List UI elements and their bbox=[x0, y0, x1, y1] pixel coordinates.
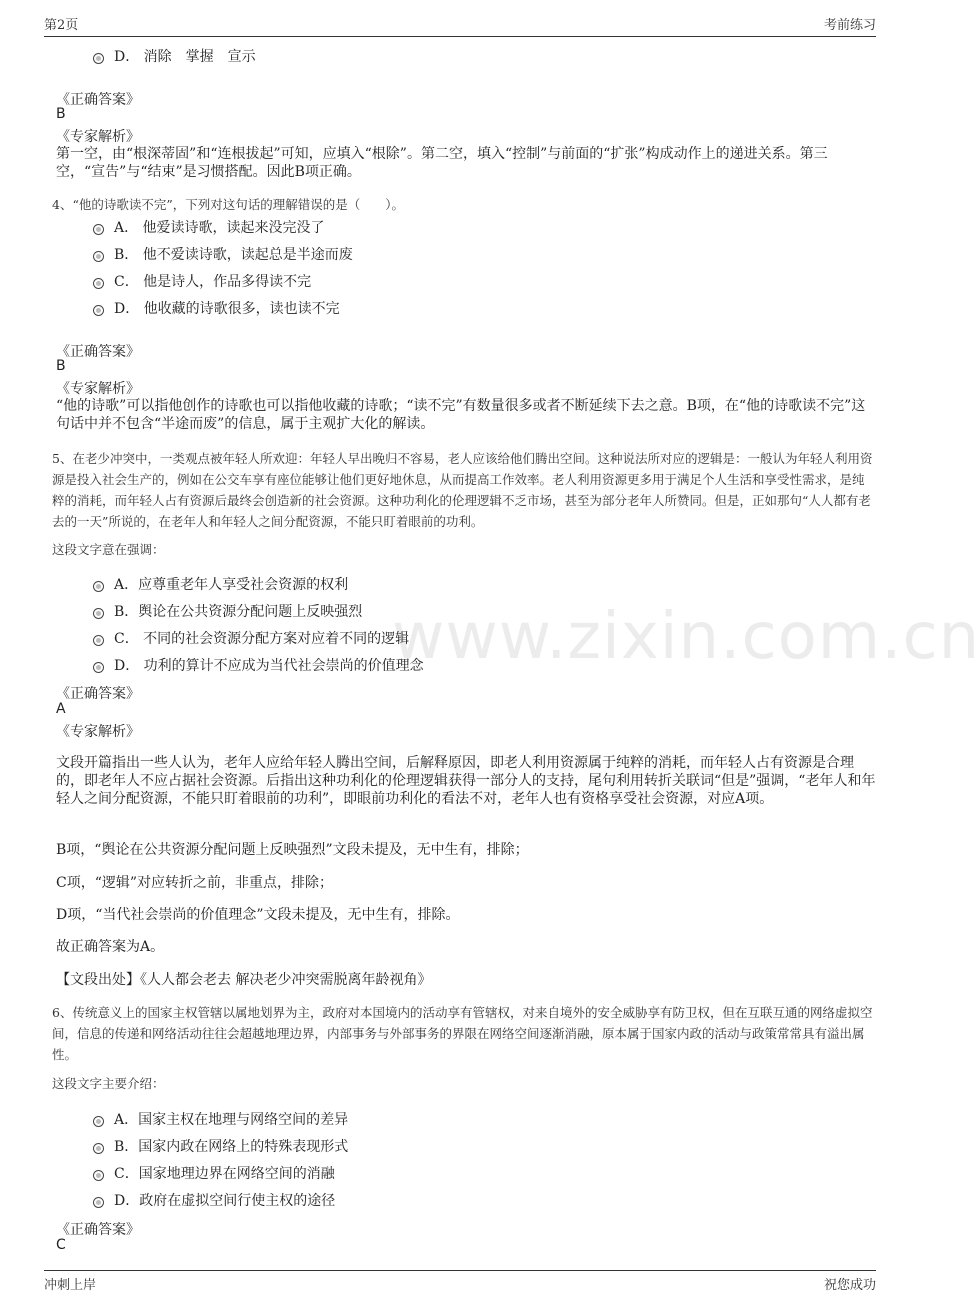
q5-source: 【文段出处】《人人都会老去 解决老少冲突需脱离年龄视角》 bbox=[56, 972, 432, 988]
q6-question: 6、传统意义上的国家主权管辖以属地划界为主，政府对本国境内的活动享有管辖权，对来自境外的安全威胁享有防卫权，但在互联互通的网络虚拟空间，信息的传递和网络活动往往会超越地理边界，内部事务与外部事务的界限在网络空间逐渐消融，原本属于国家内政的活动与政策常常具有溢出属性。 bbox=[52, 1005, 873, 1062]
radio-icon[interactable] bbox=[93, 635, 104, 646]
q5-answer: A bbox=[56, 701, 66, 717]
radio-icon[interactable] bbox=[93, 608, 104, 619]
q6-answer-label: 《正确答案》 bbox=[56, 1222, 140, 1238]
option-text: B． 他不爱读诗歌，读起总是半途而废 bbox=[114, 247, 353, 263]
option-text: D．政府在虚拟空间行使主权的途径 bbox=[114, 1193, 336, 1209]
radio-icon[interactable] bbox=[93, 581, 104, 592]
option-text: C．国家地理边界在网络空间的消融 bbox=[114, 1166, 335, 1182]
q6-answer: C bbox=[56, 1237, 66, 1253]
option-text: A． 他爱读诗歌，读起来没完没了 bbox=[114, 220, 325, 236]
q3-analysis: 第一空，由“根深蒂固”和“连根拔起”可知，应填入“根除”。第二空，填入“控制”与前面的“扩张”构成动作上的递进关系。第三空，“宣告”与“结束”是习惯搭配。因此B项正确。 bbox=[56, 146, 828, 180]
q5-analysis-para-1: 文段开篇指出一些人认为，老年人应给年轻人腾出空间，后解释原因，即老人利用资源属于纯粹的消耗，而年轻人占有资源是合理的，即老年人不应占据社会资源。后指出这种功利化的伦理逻辑获得一部分人的支持，尾句利用转折关联词“但是”强调，“老年人和年轻人之间分配资源，不能只盯着眼前的功利”，即眼前功利化的看法不对，老年人也有资格享受社会资源，对应A项。 bbox=[56, 755, 876, 807]
header-title: 考前练习 bbox=[823, 18, 876, 33]
option-text: C． 他是诗人，作品多得读不完 bbox=[114, 274, 312, 290]
q3-analysis-label: 《专家解析》 bbox=[56, 129, 140, 145]
q5-question: 5、在老少冲突中，一类观点被年轻人所欢迎：年轻人早出晚归不容易，老人应该给他们腾出空间。这种说法所对应的逻辑是：一般认为年轻人利用资源是投入社会生产的，例如在公交车享有座位能够让他们更好地休息，从而提高工作效率。老人利用资源更多用于满足个人生活和享受性需求，是纯粹的消耗，而年轻人占有资源后最终会创造新的社会资源。这种功利化的伦理逻辑不乏市场，甚至为部分老年人所赞同。但是，正如那句“人人都有老去的一天”所说的，在老年人和年轻人之间分配资源，不能只盯着眼前的功利。 bbox=[52, 451, 873, 529]
q5-analysis-label: 《专家解析》 bbox=[56, 724, 140, 740]
q4-answer-label: 《正确答案》 bbox=[56, 344, 140, 360]
option-text: D． 消除 掌握 宣示 bbox=[114, 49, 256, 65]
q4-option-d[interactable] bbox=[93, 298, 340, 318]
radio-icon[interactable] bbox=[93, 53, 104, 64]
radio-icon[interactable] bbox=[93, 1116, 104, 1127]
option-text: D． 他收藏的诗歌很多，读也读不完 bbox=[114, 301, 340, 317]
q6-option-c[interactable] bbox=[93, 1163, 335, 1183]
q4-analysis-label: 《专家解析》 bbox=[56, 381, 140, 397]
option-text: B．国家内政在网络上的特殊表现形式 bbox=[114, 1139, 349, 1155]
option-text: A．应尊重老年人享受社会资源的权利 bbox=[114, 577, 349, 593]
q5-option-c[interactable] bbox=[93, 628, 409, 648]
q5-analysis-para-5: 故正确答案为A。 bbox=[56, 939, 165, 955]
q5-prompt: 这段文字意在强调： bbox=[52, 542, 165, 557]
q4-question: 4、“他的诗歌读不完”，下列对这句话的理解错误的是（ ）。 bbox=[52, 197, 404, 212]
q3-answer-label: 《正确答案》 bbox=[56, 92, 140, 108]
radio-icon[interactable] bbox=[93, 1143, 104, 1154]
watermark: www.zixin.com.cn bbox=[392, 600, 980, 674]
q5-option-d[interactable] bbox=[93, 655, 424, 675]
option-text: D． 功利的算计不应成为当代社会崇尚的价值理念 bbox=[114, 658, 424, 674]
q5-analysis-para-4: D项，“当代社会崇尚的价值理念”文段未提及，无中生有，排除。 bbox=[56, 907, 460, 923]
footer-right: 祝您成功 bbox=[823, 1278, 876, 1293]
option-text: C． 不同的社会资源分配方案对应着不同的逻辑 bbox=[114, 631, 410, 647]
q5-analysis-para-3: C项，“逻辑”对应转折之前，非重点，排除； bbox=[56, 875, 334, 891]
q6-option-a[interactable] bbox=[93, 1109, 348, 1129]
radio-icon[interactable] bbox=[93, 224, 104, 235]
q4-answer: B bbox=[56, 358, 66, 374]
q3-option-d[interactable] bbox=[93, 46, 256, 66]
page-footer bbox=[44, 1270, 876, 1293]
q3-answer: B bbox=[56, 106, 66, 122]
q5-option-b[interactable] bbox=[93, 601, 362, 621]
q4-option-c[interactable] bbox=[93, 271, 311, 291]
q6-prompt: 这段文字主要介绍： bbox=[52, 1076, 165, 1091]
q5-option-a[interactable] bbox=[93, 574, 348, 594]
q6-option-b[interactable] bbox=[93, 1136, 348, 1156]
page-number: 第2页 bbox=[44, 18, 79, 33]
radio-icon[interactable] bbox=[93, 278, 104, 289]
q5-answer-label: 《正确答案》 bbox=[56, 686, 140, 702]
q4-analysis: “他的诗歌”可以指他创作的诗歌也可以指他收藏的诗歌；“读不完”有数量很多或者不断延续下去之意。B项，在“他的诗歌读不完”这句话中并不包含“半途而废”的信息，属于主观扩大化的解读。 bbox=[56, 398, 866, 432]
q4-option-a[interactable] bbox=[93, 217, 325, 237]
q5-analysis-para-2: B项，“舆论在公共资源分配问题上反映强烈”文段未提及，无中生有，排除； bbox=[56, 842, 529, 858]
q4-option-b[interactable] bbox=[93, 244, 353, 264]
option-text: B．舆论在公共资源分配问题上反映强烈 bbox=[114, 604, 363, 620]
page-header bbox=[44, 14, 876, 37]
radio-icon[interactable] bbox=[93, 251, 104, 262]
radio-icon[interactable] bbox=[93, 1170, 104, 1181]
q6-option-d[interactable] bbox=[93, 1190, 335, 1210]
footer-left: 冲刺上岸 bbox=[44, 1278, 97, 1293]
radio-icon[interactable] bbox=[93, 305, 104, 316]
radio-icon[interactable] bbox=[93, 662, 104, 673]
radio-icon[interactable] bbox=[93, 1197, 104, 1208]
option-text: A．国家主权在地理与网络空间的差异 bbox=[114, 1112, 349, 1128]
